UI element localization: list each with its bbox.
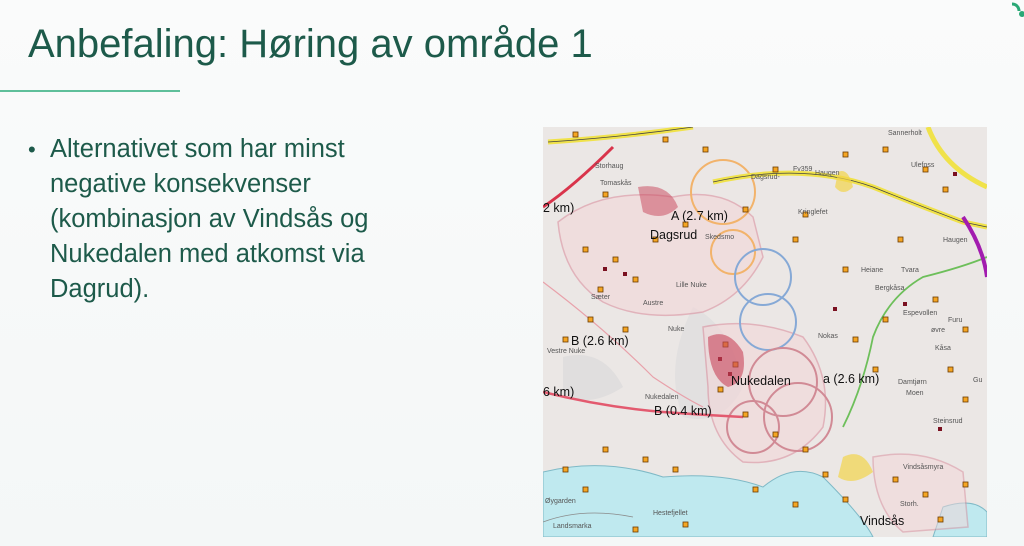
map-image — [543, 127, 987, 537]
label-austre: Austre — [643, 300, 664, 307]
bullet-text — [50, 132, 368, 307]
bullet-line: Nukedalen med atkomst via — [50, 240, 365, 268]
label-gu: Gu — [973, 377, 983, 384]
bullet-list — [28, 132, 488, 307]
map-svg — [543, 127, 987, 537]
label-storhaug2: Storh. — [900, 501, 919, 508]
label-sannerholt: Sannerholt — [888, 130, 922, 137]
label-nukedalen: Nukedalen — [731, 374, 791, 388]
label-haugen2: Haugen — [943, 237, 968, 244]
label-skedsm: Skedsmo — [705, 234, 735, 241]
label-a-2-6: a (2.6 km) — [823, 372, 880, 386]
label-tomaskas: Tomaskås — [600, 180, 632, 187]
label-dagsrud: Dagsrud — [650, 228, 698, 242]
label-nuke: Nuke — [668, 326, 685, 333]
label-vestre-nuke: Vestre Nuke — [547, 348, 586, 355]
label-hestefjellet: Hestefjellet — [653, 510, 688, 517]
label-kringlefet: Kringlefet — [798, 209, 828, 216]
label-saeter: Sæter — [591, 294, 611, 301]
label-b-0-4: B (0.4 km) — [654, 404, 712, 418]
label-furu: Furu — [948, 317, 963, 324]
label-vindsas: Vindsås — [860, 514, 905, 528]
label-landsmarka: Landsmarka — [553, 523, 592, 530]
label-a-dagsrud: A (2.7 km) — [671, 209, 728, 223]
label-damtjorn: Damtjørn — [898, 379, 927, 386]
bullet-line: Alternativet som har minst — [50, 135, 345, 163]
bullet-line: negative konsekvenser — [50, 170, 311, 198]
bullet-line: Dagrud). — [50, 275, 150, 303]
label-lille-nuke: Lille Nuke — [676, 282, 707, 289]
label-dagsrud-seter: Dagsrud- — [751, 174, 780, 181]
title-underline — [0, 90, 180, 92]
label-km-left-top: 2 km) — [543, 201, 575, 215]
label-ovre: øvre — [931, 327, 945, 334]
bullet-line: (kombinasjon av Vindsås og — [50, 205, 369, 233]
label-tvara: Tvara — [901, 267, 919, 274]
label-steinsrud: Steinsrud — [933, 418, 963, 425]
label-fv359: Fv359 — [793, 166, 813, 173]
label-haugen: Haugen — [815, 170, 840, 177]
label-ulefoss: Ulefoss — [911, 162, 935, 169]
label-bergkasa: Bergkåsa — [875, 285, 905, 292]
label-nukedalen-small: Nukedalen — [645, 394, 679, 401]
slide-title: Anbefaling: Høring av område 1 — [28, 22, 593, 66]
label-km-left-mid: 6 km) — [543, 385, 575, 399]
label-vindsasmyra: Vindsåsmyra — [903, 464, 944, 471]
label-kasa: Kåsa — [935, 345, 951, 352]
label-storhaug: Storhaug — [595, 163, 624, 170]
bullet-item — [28, 132, 488, 307]
label-b-2-6: B (2.6 km) — [571, 334, 629, 348]
label-nokas: Nokas — [818, 333, 838, 340]
brand-logo-icon — [1002, 0, 1024, 22]
label-oygarden: Øygarden — [545, 498, 576, 505]
label-moen: Moen — [906, 390, 924, 397]
label-espevollen: Espevollen — [903, 310, 938, 317]
bullet-dot-icon: • — [28, 137, 36, 162]
label-heiane: Heiane — [861, 267, 884, 274]
